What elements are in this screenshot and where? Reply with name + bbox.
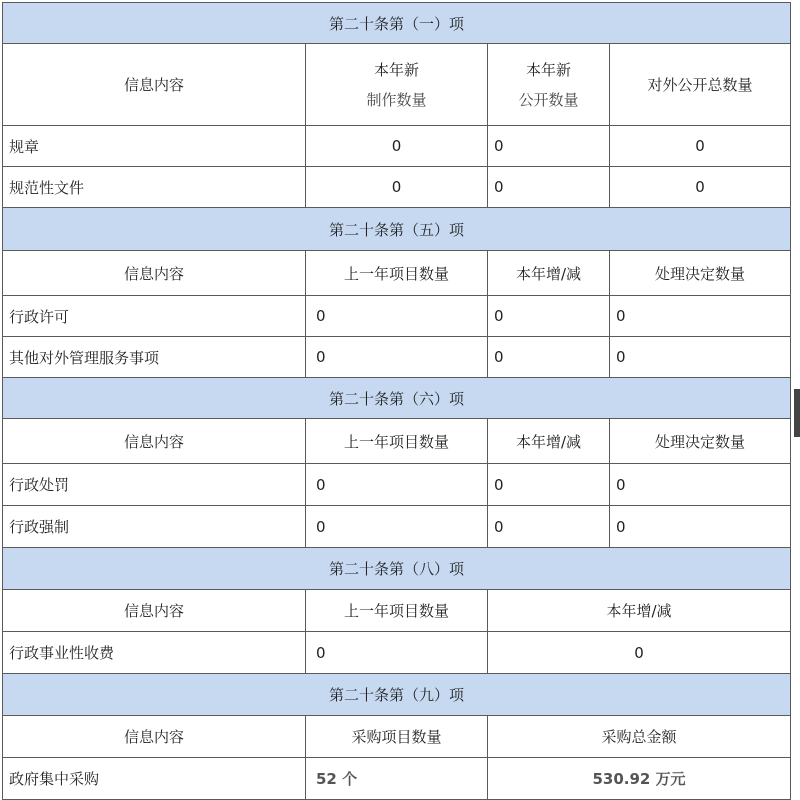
section-title: 第二十条第（五）项 — [3, 208, 791, 251]
row-label: 行政强制 — [3, 506, 306, 548]
table-cell: 0 — [306, 126, 488, 167]
section-title: 第二十条第（九）项 — [3, 674, 791, 716]
table-cell: 0 — [306, 464, 488, 506]
row-label: 政府集中采购 — [3, 758, 306, 800]
table-cell: 0 — [306, 506, 488, 548]
column-header-row — [3, 419, 791, 464]
table-cell: 0 — [488, 464, 610, 506]
table-cell: 0 — [610, 126, 791, 167]
table-row — [3, 167, 791, 208]
table-cell: 0 — [610, 506, 791, 548]
column-header-line: 制作数量 — [366, 90, 427, 109]
column-header-procurement-count: 采购项目数量 — [306, 716, 488, 758]
procurement-amount-value: 530.92 万元 — [488, 758, 791, 800]
column-header-row — [3, 44, 791, 126]
table-row — [3, 758, 791, 800]
section-header-6 — [3, 378, 791, 419]
row-label: 规范性文件 — [3, 167, 306, 208]
table-cell: 0 — [610, 167, 791, 208]
column-header-change: 本年增/减 — [488, 419, 610, 464]
column-header-total-published: 对外公开总数量 — [610, 44, 791, 126]
column-header-row — [3, 251, 791, 296]
column-header-line: 公开数量 — [518, 90, 579, 109]
column-header-decisions: 处理决定数量 — [610, 251, 791, 296]
table-row — [3, 337, 791, 378]
table-row — [3, 464, 791, 506]
table-row — [3, 506, 791, 548]
section-header-5 — [3, 208, 791, 251]
table-cell: 0 — [306, 296, 488, 337]
table-cell: 0 — [306, 632, 488, 674]
row-label: 行政许可 — [3, 296, 306, 337]
section-title: 第二十条第（八）项 — [3, 548, 791, 590]
column-header-info: 信息内容 — [3, 44, 306, 126]
row-label: 行政处罚 — [3, 464, 306, 506]
column-header-row — [3, 716, 791, 758]
table-row — [3, 632, 791, 674]
table-row — [3, 296, 791, 337]
table-cell: 0 — [488, 632, 791, 674]
table-row — [3, 126, 791, 167]
table-cell: 0 — [610, 337, 791, 378]
column-header-line: 本年新 — [525, 60, 571, 79]
column-header-procurement-amount: 采购总金额 — [488, 716, 791, 758]
column-header-prev-year-count: 上一年项目数量 — [306, 590, 488, 632]
table-cell: 0 — [488, 296, 610, 337]
column-header-prev-year-count: 上一年项目数量 — [306, 251, 488, 296]
column-header-new-published — [488, 44, 610, 126]
table-cell: 0 — [610, 296, 791, 337]
table-cell: 0 — [610, 464, 791, 506]
section-header-9 — [3, 674, 791, 716]
row-label: 行政事业性收费 — [3, 632, 306, 674]
column-header-row — [3, 590, 791, 632]
row-label: 其他对外管理服务事项 — [3, 337, 306, 378]
table-cell: 0 — [488, 167, 610, 208]
column-header-info: 信息内容 — [3, 251, 306, 296]
table-cell: 0 — [488, 506, 610, 548]
section-header-1 — [3, 3, 791, 44]
disclosure-table — [2, 2, 791, 800]
table-cell: 0 — [306, 337, 488, 378]
table-cell: 0 — [306, 167, 488, 208]
column-header-prev-year-count: 上一年项目数量 — [306, 419, 488, 464]
column-header-change: 本年增/减 — [488, 251, 610, 296]
column-header-info: 信息内容 — [3, 419, 306, 464]
section-title: 第二十条第（六）项 — [3, 378, 791, 419]
cursor-edge-mark — [794, 389, 800, 437]
section-header-8 — [3, 548, 791, 590]
table-cell: 0 — [488, 337, 610, 378]
column-header-new-produced — [306, 44, 488, 126]
procurement-count-value: 52 个 — [306, 758, 488, 800]
column-header-decisions: 处理决定数量 — [610, 419, 791, 464]
column-header-line: 本年新 — [373, 60, 419, 79]
section-title: 第二十条第（一）项 — [3, 3, 791, 44]
table-cell: 0 — [488, 126, 610, 167]
column-header-info: 信息内容 — [3, 716, 306, 758]
column-header-info: 信息内容 — [3, 590, 306, 632]
column-header-change: 本年增/减 — [488, 590, 791, 632]
row-label: 规章 — [3, 126, 306, 167]
